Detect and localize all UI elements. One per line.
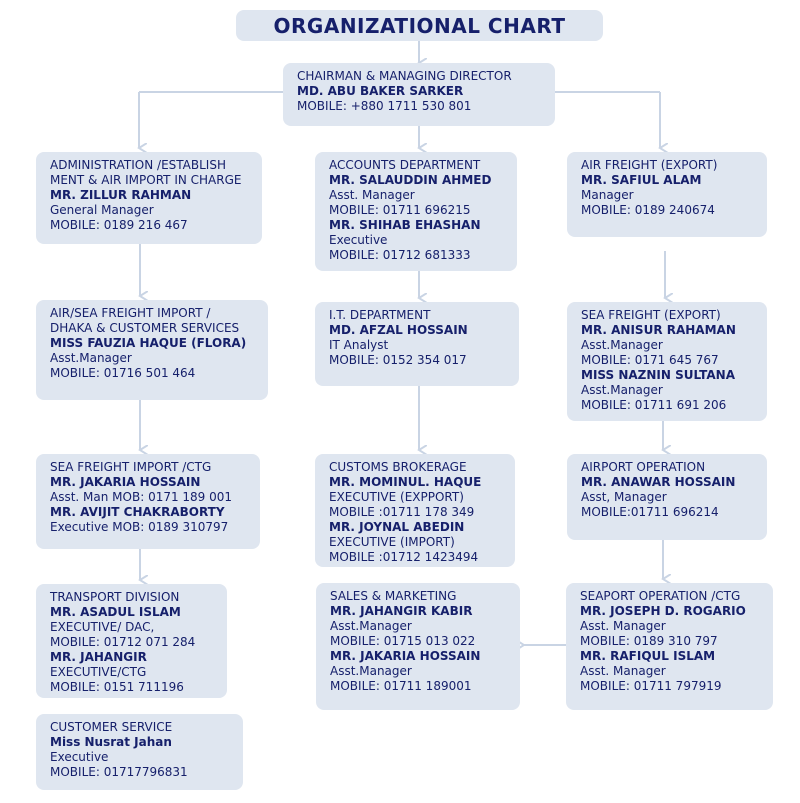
box-seaport-operation xyxy=(566,583,773,710)
chairman-mobile: MOBILE: +880 1711 530 801 xyxy=(297,99,472,113)
transport-division-mobile: MOBILE: 0151 711196 xyxy=(50,680,184,694)
box-administration xyxy=(36,152,262,244)
sea-freight-import-ctg-mobile: Executive MOB: 0189 310797 xyxy=(50,520,229,534)
it-department-person-name: MD. AFZAL HOSSAIN xyxy=(329,323,468,337)
seaport-operation-person-name: MR. RAFIQUL ISLAM xyxy=(580,649,716,663)
transport-division-person-name: MR. ASADUL ISLAM xyxy=(50,605,181,619)
box-accounts xyxy=(315,152,517,271)
sea-freight-import-ctg-department: SEA FREIGHT IMPORT /CTG xyxy=(50,460,212,474)
administration-department: MENT & AIR IMPORT IN CHARGE xyxy=(50,173,242,187)
sales-marketing-designation: Asst.Manager xyxy=(330,619,412,633)
box-it-department xyxy=(315,302,519,386)
sales-marketing-person-name: MR. JAHANGIR KABIR xyxy=(330,604,473,618)
accounts-mobile: MOBILE: 01711 696215 xyxy=(329,203,471,217)
customer-service-department: CUSTOMER SERVICE xyxy=(50,720,173,734)
seaport-operation-department: SEAPORT OPERATION /CTG xyxy=(580,589,741,603)
box-sales-marketing xyxy=(316,583,520,710)
sales-marketing-person-name: MR. JAKARIA HOSSAIN xyxy=(330,649,481,663)
air-freight-export-designation: Manager xyxy=(581,188,634,202)
box-sea-freight-export xyxy=(567,302,767,421)
chart-title: ORGANIZATIONAL CHART xyxy=(236,10,603,41)
administration-mobile: MOBILE: 0189 216 467 xyxy=(50,218,188,232)
sales-marketing-mobile: MOBILE: 01715 013 022 xyxy=(330,634,476,648)
sea-freight-export-designation: Asst.Manager xyxy=(581,383,663,397)
airport-operation-designation: Asst, Manager xyxy=(581,490,667,504)
customs-brokerage-mobile: MOBILE :01711 178 349 xyxy=(329,505,475,519)
sea-freight-export-mobile: MOBILE: 01711 691 206 xyxy=(581,398,727,412)
air-sea-import-person-name: MISS FAUZIA HAQUE (FLORA) xyxy=(50,336,247,350)
accounts-designation: Executive xyxy=(329,233,388,247)
accounts-department: ACCOUNTS DEPARTMENT xyxy=(329,158,481,172)
seaport-operation-designation: Asst. Manager xyxy=(580,664,666,678)
accounts-designation: Asst. Manager xyxy=(329,188,415,202)
air-freight-export-department: AIR FREIGHT (EXPORT) xyxy=(581,158,718,172)
sea-freight-import-ctg-person-name: MR. JAKARIA HOSSAIN xyxy=(50,475,201,489)
customer-service-designation: Executive xyxy=(50,750,109,764)
box-customer-service xyxy=(36,714,243,790)
accounts-person-name: MR. SHIHAB EHASHAN xyxy=(329,218,481,232)
accounts-mobile: MOBILE: 01712 681333 xyxy=(329,248,471,262)
sea-freight-export-department: SEA FREIGHT (EXPORT) xyxy=(581,308,721,322)
air-freight-export-mobile: MOBILE: 0189 240674 xyxy=(581,203,715,217)
sea-freight-import-ctg-person-name: MR. AVIJIT CHAKRABORTY xyxy=(50,505,225,519)
customs-brokerage-department: CUSTOMS BROKERAGE xyxy=(329,460,467,474)
sea-freight-import-ctg-mobile: Asst. Man MOB: 0171 189 001 xyxy=(50,490,233,504)
box-transport-division xyxy=(36,584,227,698)
airport-operation-mobile: MOBILE:01711 696214 xyxy=(581,505,719,519)
customs-brokerage-designation: EXECUTIVE (EXPPORT) xyxy=(329,490,464,504)
transport-division-mobile: MOBILE: 01712 071 284 xyxy=(50,635,196,649)
accounts-person-name: MR. SALAUDDIN AHMED xyxy=(329,173,492,187)
it-department-designation: IT Analyst xyxy=(329,338,389,352)
box-customs-brokerage xyxy=(315,454,515,567)
seaport-operation-person-name: MR. JOSEPH D. ROGARIO xyxy=(580,604,746,618)
air-sea-import-department: DHAKA & CUSTOMER SERVICES xyxy=(50,321,240,335)
sea-freight-export-person-name: MISS NAZNIN SULTANA xyxy=(581,368,736,382)
sales-marketing-department: SALES & MARKETING xyxy=(330,589,457,603)
administration-department: ADMINISTRATION /ESTABLISH xyxy=(50,158,226,172)
chairman-person-name: MD. ABU BAKER SARKER xyxy=(297,84,464,98)
box-air-sea-import xyxy=(36,300,268,400)
box-chairman xyxy=(283,63,555,126)
transport-division-designation: EXECUTIVE/ DAC, xyxy=(50,620,155,634)
air-sea-import-department: AIR/SEA FREIGHT IMPORT / xyxy=(50,306,211,320)
box-airport-operation xyxy=(567,454,767,540)
customer-service-person-name: Miss Nusrat Jahan xyxy=(50,735,172,749)
chairman-department: CHAIRMAN & MANAGING DIRECTOR xyxy=(297,69,512,83)
customer-service-mobile: MOBILE: 01717796831 xyxy=(50,765,188,779)
transport-division-designation: EXECUTIVE/CTG xyxy=(50,665,147,679)
box-air-freight-export xyxy=(567,152,767,237)
sea-freight-export-mobile: MOBILE: 0171 645 767 xyxy=(581,353,719,367)
sea-freight-export-designation: Asst.Manager xyxy=(581,338,663,352)
it-department-mobile: MOBILE: 0152 354 017 xyxy=(329,353,467,367)
seaport-operation-mobile: MOBILE: 01711 797919 xyxy=(580,679,722,693)
transport-division-person-name: MR. JAHANGIR xyxy=(50,650,147,664)
air-sea-import-mobile: MOBILE: 01716 501 464 xyxy=(50,366,196,380)
sales-marketing-designation: Asst.Manager xyxy=(330,664,412,678)
airport-operation-person-name: MR. ANAWAR HOSSAIN xyxy=(581,475,736,489)
customs-brokerage-person-name: MR. MOMINUL. HAQUE xyxy=(329,475,482,489)
administration-person-name: MR. ZILLUR RAHMAN xyxy=(50,188,192,202)
air-sea-import-designation: Asst.Manager xyxy=(50,351,132,365)
air-freight-export-person-name: MR. SAFIUL ALAM xyxy=(581,173,702,187)
customs-brokerage-person-name: MR. JOYNAL ABEDIN xyxy=(329,520,465,534)
seaport-operation-mobile: MOBILE: 0189 310 797 xyxy=(580,634,718,648)
customs-brokerage-mobile: MOBILE :01712 1423494 xyxy=(329,550,479,564)
transport-division-department: TRANSPORT DIVISION xyxy=(50,590,180,604)
seaport-operation-designation: Asst. Manager xyxy=(580,619,666,633)
sea-freight-export-person-name: MR. ANISUR RAHAMAN xyxy=(581,323,736,337)
administration-designation: General Manager xyxy=(50,203,154,217)
airport-operation-department: AIRPORT OPERATION xyxy=(581,460,706,474)
it-department-department: I.T. DEPARTMENT xyxy=(329,308,431,322)
customs-brokerage-designation: EXECUTIVE (IMPORT) xyxy=(329,535,455,549)
sales-marketing-mobile: MOBILE: 01711 189001 xyxy=(330,679,472,693)
box-sea-freight-import-ctg xyxy=(36,454,260,549)
